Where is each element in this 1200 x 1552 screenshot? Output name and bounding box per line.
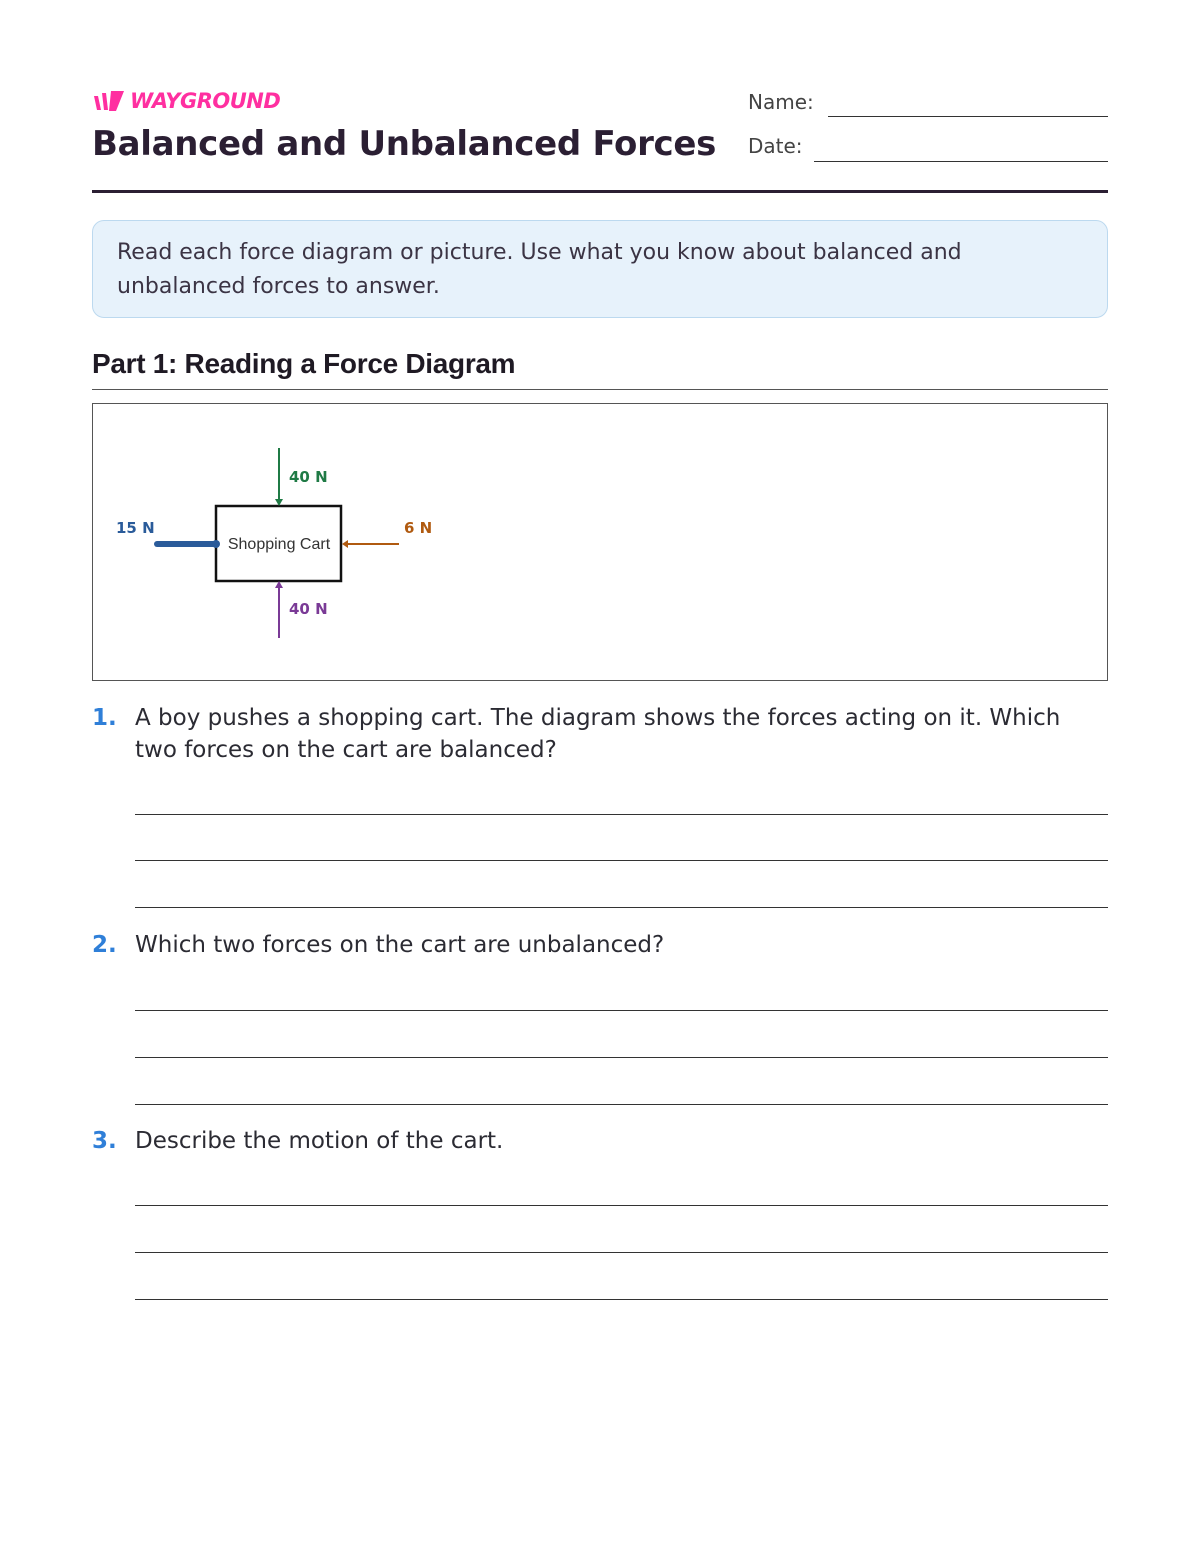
force-diagram-svg xyxy=(93,404,1109,682)
force-diagram xyxy=(92,403,1108,681)
answer-line[interactable] xyxy=(135,907,1108,908)
force-arrow-left xyxy=(157,540,220,548)
force-label-left: 15 N xyxy=(116,519,155,537)
question-number: 1. xyxy=(92,705,117,731)
instructions-box xyxy=(92,220,1108,318)
question-text: Describe the motion of the cart. xyxy=(135,1128,504,1154)
date-label: Date: xyxy=(748,134,803,158)
question-number: 3. xyxy=(92,1128,117,1154)
name-field[interactable] xyxy=(828,116,1108,117)
answer-line[interactable] xyxy=(135,814,1108,815)
wayground-logo-icon xyxy=(92,90,126,112)
question-1 xyxy=(92,702,1108,766)
question-text: Which two forces on the cart are unbalanced? xyxy=(135,932,665,958)
force-arrow-top xyxy=(275,448,283,506)
answer-line[interactable] xyxy=(135,1057,1108,1058)
force-label-bottom: 40 N xyxy=(289,600,328,618)
question-text: A boy pushes a shopping cart. The diagram shows the forces acting on it. Which two forces on the cart are balanced? xyxy=(135,705,1061,763)
date-field[interactable] xyxy=(814,161,1108,162)
brand-logo xyxy=(92,86,280,116)
shopping-cart-label: Shopping Cart xyxy=(227,536,331,553)
answer-line[interactable] xyxy=(135,1299,1108,1300)
question-3 xyxy=(92,1125,1108,1157)
answer-line[interactable] xyxy=(135,860,1108,861)
header-divider xyxy=(92,190,1108,193)
brand-name: WAYGROUND xyxy=(130,89,281,113)
section-title-part-1: Part 1: Reading a Force Diagram xyxy=(92,348,516,379)
instructions-text: Read each force diagram or picture. Use what you know about balanced and unbalanced forces to answer. xyxy=(117,240,962,299)
name-label: Name: xyxy=(748,90,814,114)
section-divider xyxy=(92,389,1108,390)
force-label-top: 40 N xyxy=(289,468,328,486)
answer-line[interactable] xyxy=(135,1104,1108,1105)
answer-line[interactable] xyxy=(135,1010,1108,1011)
force-label-right: 6 N xyxy=(404,519,433,537)
question-2 xyxy=(92,929,1108,961)
force-arrow-bottom xyxy=(275,581,283,638)
answer-line[interactable] xyxy=(135,1252,1108,1253)
force-arrow-right xyxy=(342,540,399,548)
answer-line[interactable] xyxy=(135,1205,1108,1206)
question-number: 2. xyxy=(92,932,117,958)
page-title: Balanced and Unbalanced Forces xyxy=(92,124,717,164)
